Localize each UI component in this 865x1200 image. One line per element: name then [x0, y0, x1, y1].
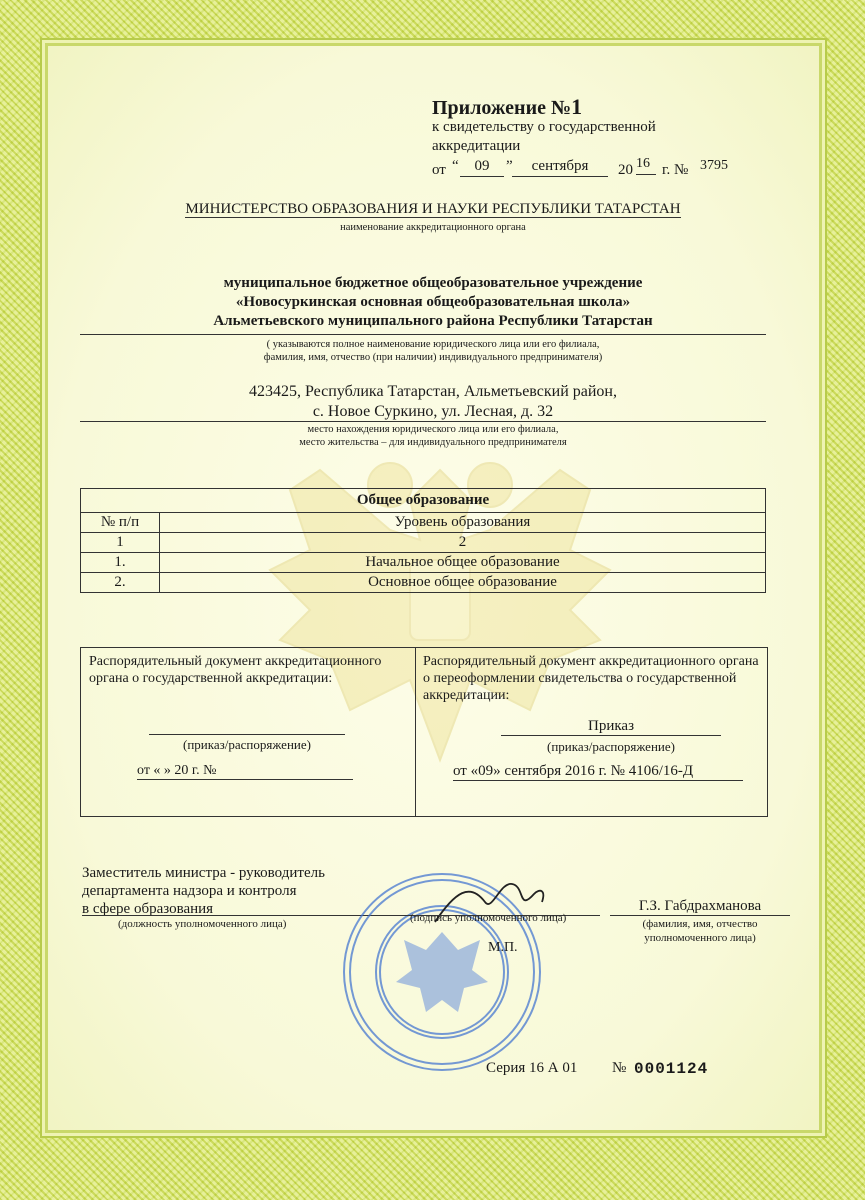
documents-divider: [415, 648, 416, 816]
appendix-subtitle: к свидетельству о государственной аккредитации: [432, 119, 656, 154]
left-document-date: от « » 20 г. №: [137, 763, 353, 780]
left-document-line: [149, 734, 345, 735]
col-number-header: № п/п: [81, 513, 160, 533]
table-cell: Основное общее образование: [160, 573, 766, 593]
right-document-heading: Распорядительный документ аккредитационного органа о переоформлении свидетельства о государственной аккредитации:: [423, 654, 759, 703]
right-document-caption: (приказ/распоряжение): [547, 739, 675, 754]
series-label: Серия 16 А 01: [486, 1060, 578, 1076]
table-header-row: [81, 513, 766, 533]
table-cell: 2.: [81, 573, 160, 593]
ministry-name: МИНИСТЕРСТВО ОБРАЗОВАНИЯ И НАУКИ РЕСПУБЛИКИ ТАТАРСТАН: [185, 201, 681, 217]
address-underline: [80, 421, 766, 422]
table-row: [81, 553, 766, 573]
table-cell: 2: [160, 533, 766, 553]
signatory-position: Заместитель министра - руководитель департамента надзора и контроля в сфере образования: [82, 865, 325, 917]
signatory-name: Г.З. Габдрахманова: [610, 898, 790, 916]
appendix-title: Приложение №1: [432, 94, 583, 119]
organization-caption: ( указываются полное наименование юридического лица или его филиала, фамилия, имя, отчество (при наличии) индивидуального предпринимателя): [263, 339, 603, 363]
address-caption: место нахождения юридического лица или его филиала, место жительства – для индивидуального предпринимателя: [299, 424, 567, 448]
left-document-heading: Распорядительный документ аккредитационного органа о государственной аккредитации:: [89, 654, 382, 686]
left-document-caption: (приказ/распоряжение): [183, 737, 311, 752]
signatory-name-caption: (фамилия, имя, отчество уполномоченного лица): [642, 918, 758, 944]
certificate-number: 0001124: [634, 1060, 709, 1078]
table-cell: 1.: [81, 553, 160, 573]
table-cell: 1: [81, 533, 160, 553]
right-document-type: Приказ: [501, 718, 721, 736]
number-label: №: [612, 1060, 627, 1076]
table-cell: Начальное общее образование: [160, 553, 766, 573]
signature-caption: (подпись уполномоченного лица): [410, 912, 567, 924]
col-level-header: Уровень образования: [160, 513, 766, 533]
table-row: [81, 573, 766, 593]
ministry-caption: наименование аккредитационного органа: [340, 222, 526, 233]
documents-box: [80, 647, 768, 817]
stamp-label: М.П.: [488, 940, 518, 955]
address-text: 423425, Республика Татарстан, Альметьевский район, с. Новое Суркино, ул. Лесная, д. 32: [248, 383, 617, 420]
education-table: [80, 488, 766, 593]
table-index-row: [81, 533, 766, 553]
appendix-date: от “ 09 ” сентября 20 16 г. № 3795: [432, 156, 728, 178]
position-caption: (должность уполномоченного лица): [118, 918, 287, 930]
organization-name: муниципальное бюджетное общеобразовательное учреждение «Новосуркинская основная общеобразовательная школа» Альметьевского муниципального района Республики Татарстан: [213, 275, 653, 329]
right-document-date: от «09» сентября 2016 г. № 4106/16-Д: [453, 763, 743, 781]
organization-underline: [80, 334, 766, 335]
education-table-title: Общее образование: [81, 489, 766, 513]
